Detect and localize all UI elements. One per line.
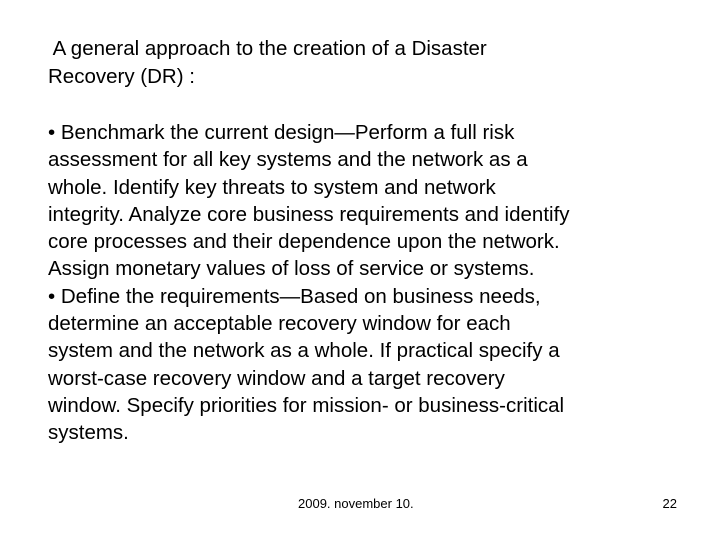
body-line: assessment for all key systems and the network as a (48, 148, 528, 172)
body-line: system and the network as a whole. If practical specify a (48, 339, 560, 363)
body-line: Assign monetary values of loss of service or systems. (48, 257, 535, 281)
heading-line: A general approach to the creation of a Disaster (48, 37, 487, 60)
body-line: integrity. Analyze core business requirements and identify (48, 202, 570, 226)
body-line: worst-case recovery window and a target recovery (48, 366, 505, 390)
body-line: systems. (48, 421, 129, 445)
body-line: whole. Identify key threats to system and network (48, 175, 496, 199)
body-line: window. Specify priorities for mission- or business-critical (48, 393, 565, 417)
footer-page-number: 22 (662, 496, 677, 511)
body-line: core processes and their dependence upon the network. (48, 230, 560, 254)
body-line: • Define the requirements—Based on business needs, (48, 284, 541, 308)
slide-heading (48, 35, 648, 91)
body-line: determine an acceptable recovery window for each (48, 312, 511, 336)
heading-line: Recovery (DR) : (48, 65, 195, 88)
footer-date: 2009. november 10. (298, 496, 414, 511)
slide-body (48, 119, 688, 447)
body-line: • Benchmark the current design—Perform a full risk (48, 121, 515, 144)
